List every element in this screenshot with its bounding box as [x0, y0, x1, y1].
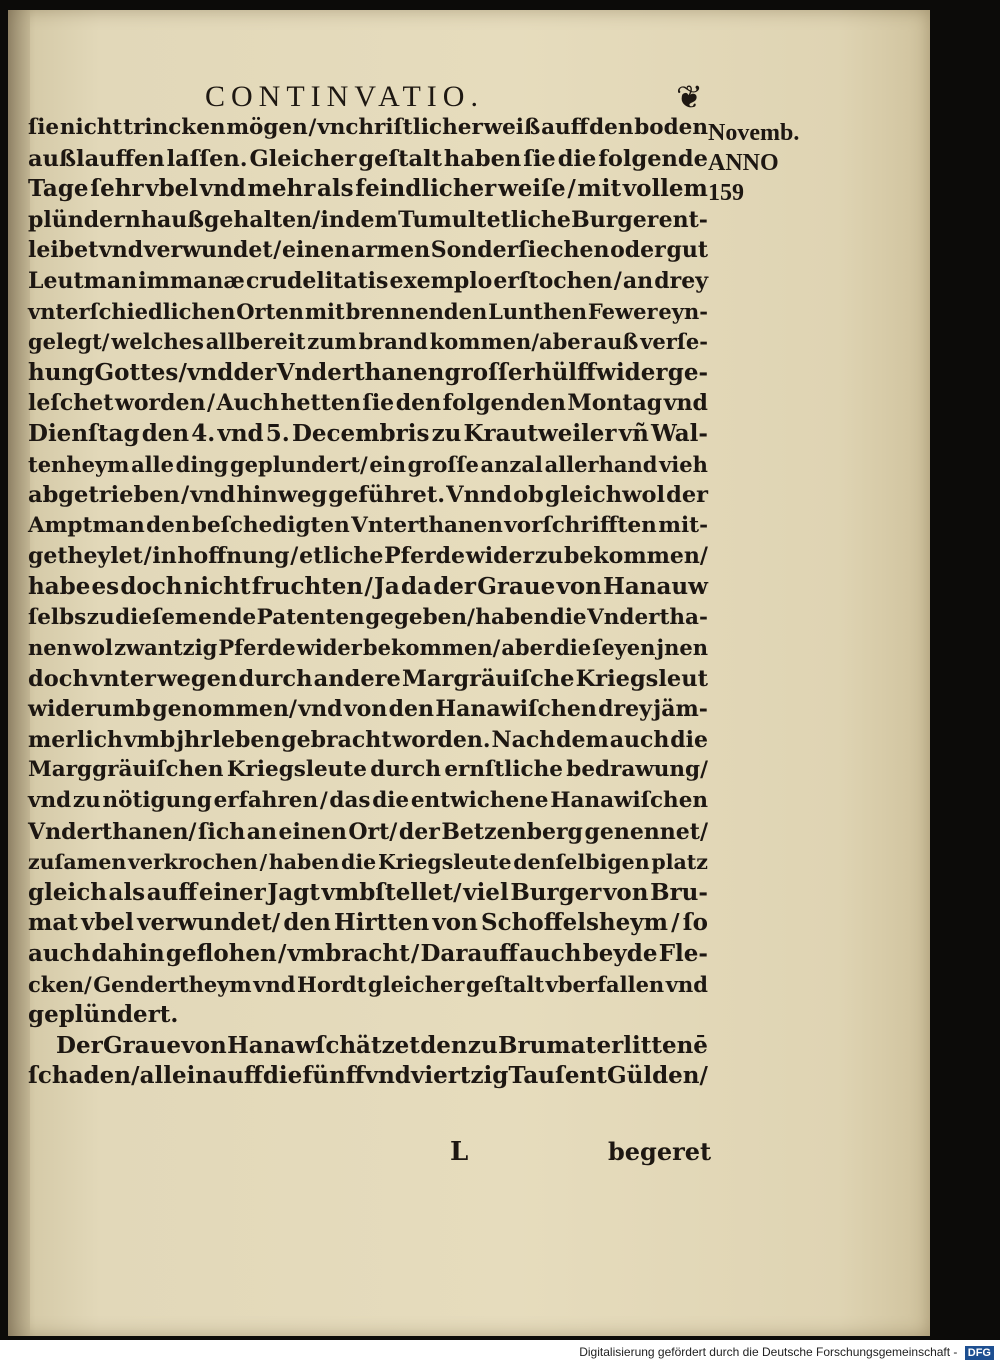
text-line: auch dahin geflohen / vmbracht / Darauff auch beyde Fle- — [28, 940, 708, 968]
text-line: vnterſchiedlichen Orten mit brennenden Lunthen Fewer eyn- — [28, 298, 708, 324]
margin-note-month: Novemb. — [708, 120, 800, 146]
text-line: merlich vmb jhr leben gebracht worden. Nach dem auch die — [28, 726, 708, 753]
text-line: doch vnter wegen durch andere Margräuiſche Kriegsleut — [28, 665, 708, 692]
text-line: Dienſtag den 4. vnd 5. Decembris zu Krautweiler vñ Wal- — [28, 419, 708, 447]
text-line: abgetrieben / vnd hinweg geführet. Vnnd ob gleichwol der — [28, 482, 708, 509]
dfg-logo: DFG — [965, 1346, 994, 1360]
text-line: geplündert. — [28, 1001, 179, 1029]
text-line: leſchet worden / Auch hetten ſie den folgenden Montag vnd — [28, 390, 708, 417]
text-line: Leutman immanæ crudelitatis exemplo erſtochen / an drey — [28, 267, 708, 294]
text-line: zuſamen verkrochen / haben die Kriegsleute denſelbigen platz — [28, 850, 708, 875]
text-line: plündern haußgehalten/ in dem Tumult etliche Burger ent- — [28, 206, 708, 233]
credit-text: Digitalisierung gefördert durch die Deutsche Forschungsgemeinschaft - — [579, 1345, 958, 1359]
digitization-credit — [0, 1342, 1000, 1362]
text-line: habe es doch nicht fruchten / Ja da der Graue von Hanauw — [28, 572, 708, 600]
text-line: Der Graue von Hanaw ſchätzet den zu Brumat erlittenē — [56, 1031, 708, 1059]
text-line: gelegt/ welches allbereit zum brand kommen/aber auß verſe- — [28, 329, 708, 355]
text-line: außlauffen laſſen. Gleicher geſtalt haben ſie die folgende — [28, 145, 708, 172]
text-line: Vnderthanen/ ſich an einen Ort/ der Betzenberg genennet/ — [28, 818, 708, 845]
text-line: Marggräuiſchen Kriegsleute durch ernſtliche bedrawung/ — [28, 757, 708, 783]
text-line: cken/ Genderthеym vnd Hordt gleicher geſtalt vberfallen vnd — [28, 971, 708, 997]
body-text — [28, 113, 708, 1092]
text-line: widerumb genommen/ vnd von den Hanawiſchen drey jäm- — [28, 696, 708, 723]
text-line: leibet vnd verwundet / einen armen Sonderſiechen oder gut — [28, 237, 708, 264]
running-title: CONTINVATIO. — [205, 80, 484, 113]
signature-mark: L — [450, 1137, 469, 1167]
text-line: vnd zu nötigung erfahren / das die entwichene Hanawiſchen — [28, 788, 708, 814]
text-line: mat vbel verwundet/ den Hirtten von Schoffelsheym / ſo — [28, 909, 708, 937]
text-line: hung Gottes / vnd der Vnderthanen groſſer hülff wider ge- — [28, 358, 708, 386]
text-line: getheylet / in hoffnung / etliche Pferde wider zu bekommen/ — [28, 543, 708, 570]
text-line: Tage ſehr vbel vnd mehr als feindlicher weiſe / mit vollem — [28, 175, 708, 203]
text-line: Amptman den beſchedigten Vnterthanen vorſchrifften mit- — [28, 512, 708, 538]
page-gutter-shadow — [8, 10, 30, 1336]
text-line: gleich als auff einer Jagt vmbſtellet/ viel Burger von Bru- — [28, 878, 708, 906]
folio-ornament: ❦ — [676, 78, 703, 116]
text-line: nen wol zwantzig Pferde wider bekommen/ aber die ſeyen jnen — [28, 635, 708, 661]
text-line: ſchaden / allein auff die fünff vnd viertzig Tauſent Gülden/ — [28, 1062, 708, 1090]
text-line: tenheym alle ding geplundert/ ein groſſe anzal allerhand vieh — [28, 451, 708, 477]
margin-note-anno: ANNO — [708, 150, 779, 176]
text-line: ſelbs zu dieſem ende Patenten gegeben/ haben die Vndertha- — [28, 604, 708, 630]
text-line: ſie nicht trincken mögen / vnchriſtlicher weiß auff den boden — [28, 115, 708, 140]
margin-note — [708, 118, 818, 208]
catchword: begeret — [608, 1137, 712, 1166]
margin-note-year: 159 — [708, 180, 744, 206]
